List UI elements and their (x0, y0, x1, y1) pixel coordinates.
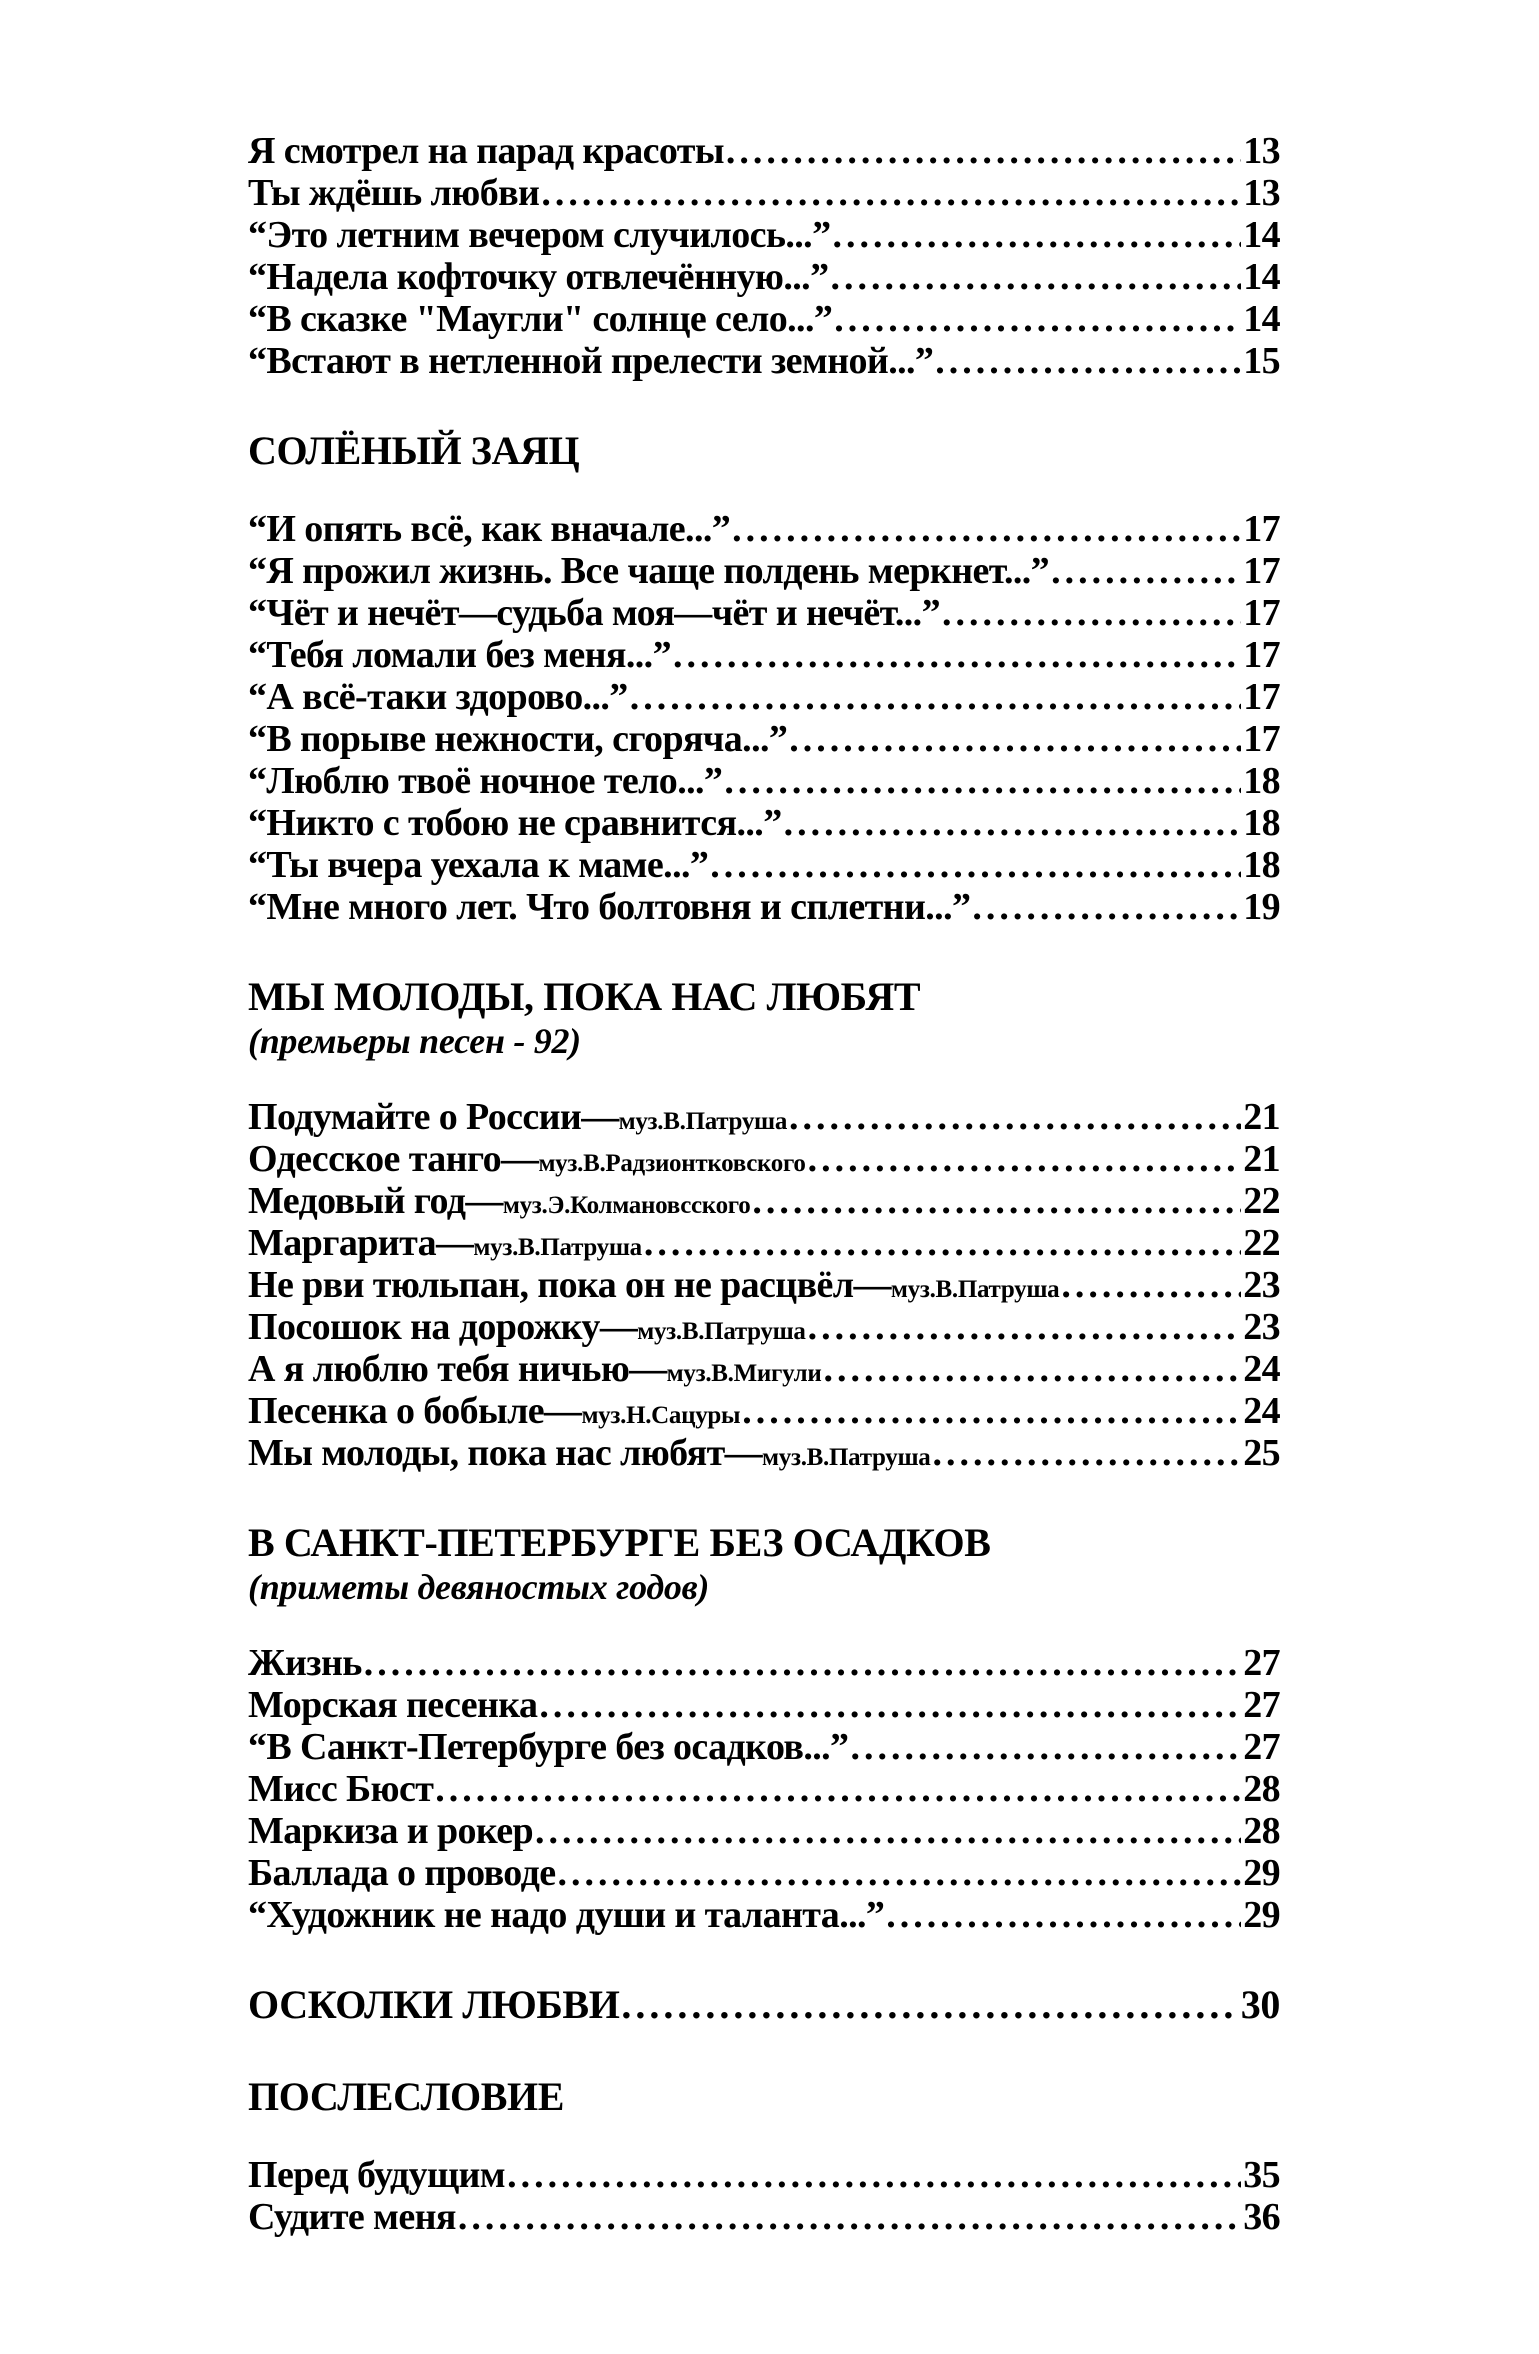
entry-composer: муз.Э.Колмановсского (502, 1192, 751, 1219)
toc-entry (248, 2154, 1280, 2196)
entry-title: “Художник не надо души и таланта...” (248, 1894, 885, 1936)
toc-entry (248, 760, 1280, 802)
dot-leader (833, 214, 1242, 256)
toc-entry (248, 1768, 1280, 1810)
entry-page: 18 (1243, 844, 1280, 886)
entry-title: Медовый год— (248, 1180, 503, 1222)
entry-title: “В Санкт-Петербурге без осадков...” (248, 1726, 849, 1768)
dot-leader (673, 634, 1241, 676)
dot-leader (932, 1432, 1241, 1474)
toc-section-we-are-young (248, 974, 1280, 1474)
section-subtitle: (приметы девяностых годов) (248, 1567, 710, 1607)
entry-title: Жизнь (248, 1642, 362, 1684)
entry-title: Баллада о проводе (248, 1852, 556, 1894)
entry-page: 14 (1243, 214, 1280, 256)
entry-page: 19 (1243, 886, 1280, 928)
dot-leader (886, 1894, 1241, 1936)
entry-page: 25 (1243, 1432, 1280, 1474)
entry-page: 13 (1243, 130, 1280, 172)
dot-leader (935, 340, 1241, 382)
entry-title: Песенка о бобыле— (248, 1390, 582, 1432)
dot-leader (834, 298, 1241, 340)
section-heading: ПОСЛЕСЛОВИЕ (248, 2074, 564, 2119)
dot-leader (364, 1642, 1241, 1684)
dot-leader (539, 1684, 1241, 1726)
entry-composer: муз.В.Радзионтковского (538, 1150, 806, 1177)
entry-page: 17 (1243, 676, 1280, 718)
entry-title: “Я прожил жизнь. Все чаще полдень меркнет...” (248, 550, 1050, 592)
toc-entry (248, 802, 1280, 844)
entry-title: “В порыве нежности, сгоряча...” (248, 718, 788, 760)
toc-entry (248, 256, 1280, 298)
toc-entry (248, 172, 1280, 214)
entry-page: 21 (1243, 1096, 1280, 1138)
dot-leader (808, 1138, 1242, 1180)
dot-leader (942, 592, 1241, 634)
entry-page: 28 (1243, 1768, 1280, 1810)
toc-entry (248, 2196, 1280, 2238)
dot-leader (972, 886, 1241, 928)
toc-entry (248, 1390, 1280, 1432)
dot-leader (621, 1982, 1238, 2028)
toc-entry (248, 1180, 1280, 1222)
dot-leader (507, 2154, 1241, 2196)
dot-leader (732, 508, 1241, 550)
entry-page: 27 (1243, 1726, 1280, 1768)
toc-entry (248, 1138, 1280, 1180)
toc-entry (248, 1222, 1280, 1264)
entry-page: 17 (1243, 718, 1280, 760)
toc-entry (248, 298, 1280, 340)
dot-leader (535, 1810, 1241, 1852)
toc-entry (248, 1642, 1280, 1684)
entry-title: “Встают в нетленной прелести земной...” (248, 340, 934, 382)
dot-leader (830, 256, 1241, 298)
entry-page: 17 (1243, 508, 1280, 550)
entry-composer: муз.В.Патруша (762, 1444, 931, 1471)
dot-leader (1051, 550, 1241, 592)
dot-leader (1061, 1264, 1241, 1306)
entry-title: Я смотрел на парад красоты (248, 130, 724, 172)
entry-composer: муз.В.Патруша (618, 1108, 788, 1135)
entry-title: “Это летним вечером случилось...” (248, 214, 831, 256)
entry-title: Мисс Бюст (248, 1768, 434, 1810)
section-entries (248, 1096, 1280, 1474)
section-heading: МЫ МОЛОДЫ, ПОКА НАС ЛЮБЯТ (248, 974, 921, 1019)
entry-page: 27 (1243, 1684, 1280, 1726)
dot-leader (644, 1222, 1241, 1264)
dot-leader (710, 844, 1241, 886)
toc-section-salty-hare (248, 428, 1280, 928)
toc-entry (248, 676, 1280, 718)
dot-leader (458, 2196, 1241, 2238)
entry-page: 17 (1243, 550, 1280, 592)
section-heading: СОЛЁНЫЙ ЗАЯЦ (248, 428, 580, 473)
toc-entry (248, 844, 1280, 886)
entry-title: “А всё-таки здорово...” (248, 676, 628, 718)
toc-entry (248, 1684, 1280, 1726)
entry-page: 29 (1243, 1852, 1280, 1894)
entry-title: “В сказке "Маугли" солнце село...” (248, 298, 833, 340)
toc-entry (248, 1432, 1280, 1474)
dot-leader (557, 1852, 1241, 1894)
toc-entry (248, 1264, 1280, 1306)
entry-page: 18 (1243, 760, 1280, 802)
entry-composer: муз.В.Патруша (637, 1318, 806, 1345)
toc-entry (248, 508, 1280, 550)
entry-page: 23 (1243, 1306, 1280, 1348)
toc-entry (248, 634, 1280, 676)
toc-section-petersburg (248, 1520, 1280, 1936)
entry-composer: муз.В.Мигули (666, 1360, 822, 1387)
entry-page: 14 (1243, 298, 1280, 340)
entry-page: 30 (1240, 1982, 1280, 2027)
entry-title: “Мне много лет. Что болтовня и сплетни...” (248, 886, 971, 928)
dot-leader (823, 1348, 1241, 1390)
toc-top-entries (248, 130, 1280, 382)
toc-entry (248, 886, 1280, 928)
toc-entry (248, 214, 1280, 256)
toc-entry (248, 1894, 1280, 1936)
dot-leader (435, 1768, 1241, 1810)
entry-page: 21 (1243, 1138, 1280, 1180)
entry-composer: муз.В.Патруша (890, 1276, 1060, 1303)
dot-leader (724, 760, 1241, 802)
toc-entry (248, 718, 1280, 760)
entry-page: 13 (1243, 172, 1280, 214)
toc-entry (248, 1096, 1280, 1138)
entry-title: Мы молоды, пока нас любят— (248, 1432, 763, 1474)
entry-composer: муз.В.Патруша (473, 1234, 642, 1261)
toc-entry (248, 592, 1280, 634)
toc-entry (248, 550, 1280, 592)
entry-page: 27 (1243, 1642, 1280, 1684)
entry-page: 28 (1243, 1810, 1280, 1852)
entry-title: “Чёт и нечёт—судьба моя—чёт и нечёт...” (248, 592, 940, 634)
entry-title: Перед будущим (248, 2154, 506, 2196)
section-subtitle: (премьеры песен - 92) (248, 1021, 581, 1061)
entry-title: “Ты вчера уехала к маме...” (248, 844, 709, 886)
entry-title: Маргарита— (248, 1222, 474, 1264)
dot-leader (850, 1726, 1241, 1768)
entry-title: Посошок на дорожку— (248, 1306, 638, 1348)
entry-page: 22 (1243, 1180, 1280, 1222)
entry-title: Не рви тюльпан, пока он не расцвёл— (248, 1264, 891, 1306)
toc-heading-entry (248, 1982, 1280, 2028)
dot-leader (541, 172, 1241, 214)
entry-title: “Люблю твоё ночное тело...” (248, 760, 723, 802)
dot-leader (789, 1096, 1241, 1138)
entry-title: “Тебя ломали без меня...” (248, 634, 671, 676)
entry-page: 24 (1243, 1348, 1280, 1390)
toc-entry (248, 1726, 1280, 1768)
entry-composer: муз.Н.Сацуры (581, 1402, 741, 1429)
entry-page: 17 (1243, 592, 1280, 634)
entry-page: 17 (1243, 634, 1280, 676)
table-of-contents (248, 130, 1280, 2238)
entry-page: 23 (1243, 1264, 1280, 1306)
dot-leader (752, 1180, 1241, 1222)
toc-entry (248, 1348, 1280, 1390)
entry-title: Морская песенка (248, 1684, 538, 1726)
entry-page: 18 (1243, 802, 1280, 844)
dot-leader (808, 1306, 1242, 1348)
section-entries (248, 508, 1280, 928)
entry-page: 35 (1243, 2154, 1280, 2196)
entry-page: 36 (1243, 2196, 1280, 2238)
entry-title: Подумайте о России— (248, 1096, 619, 1138)
entry-page: 15 (1243, 340, 1280, 382)
dot-leader (789, 718, 1241, 760)
entry-title: А я люблю тебя ничью— (248, 1348, 667, 1390)
entry-title: Судите меня (248, 2196, 456, 2238)
toc-entry (248, 130, 1280, 172)
section-entries (248, 1642, 1280, 1936)
dot-leader (630, 676, 1241, 718)
entry-title: “И опять всё, как вначале...” (248, 508, 731, 550)
section-heading: В САНКТ-ПЕТЕРБУРГЕ БЕЗ ОСАДКОВ (248, 1520, 991, 1565)
entry-title: ОСКОЛКИ ЛЮБВИ (248, 1982, 620, 2027)
toc-entry (248, 1810, 1280, 1852)
entry-title: Одесское танго— (248, 1138, 539, 1180)
toc-entry (248, 1852, 1280, 1894)
entry-title: Маркиза и рокер (248, 1810, 534, 1852)
toc-section-afterword (248, 2074, 1280, 2238)
entry-page: 29 (1243, 1894, 1280, 1936)
entry-page: 14 (1243, 256, 1280, 298)
entry-title: “Никто с тобою не сравнится...” (248, 802, 782, 844)
section-entries (248, 2154, 1280, 2238)
toc-entry (248, 1306, 1280, 1348)
entry-page: 24 (1243, 1390, 1280, 1432)
toc-entry (248, 340, 1280, 382)
entry-page: 22 (1243, 1222, 1280, 1264)
dot-leader (784, 802, 1242, 844)
dot-leader (726, 130, 1241, 172)
entry-title: Ты ждёшь любви (248, 172, 540, 214)
dot-leader (742, 1390, 1241, 1432)
entry-title: “Надела кофточку отвлечённую...” (248, 256, 829, 298)
